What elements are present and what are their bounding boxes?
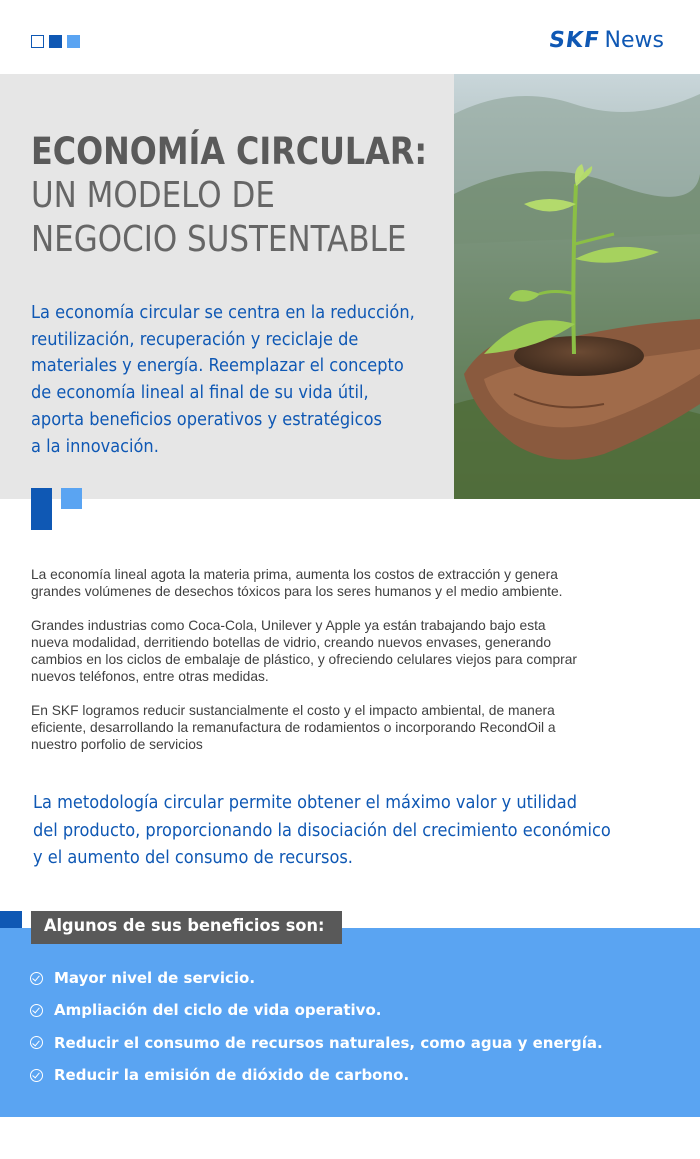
benefit-label: Mayor nivel de servicio. bbox=[54, 969, 256, 988]
accent-block-dark bbox=[31, 488, 52, 530]
article-body bbox=[31, 566, 671, 770]
body-paragraph bbox=[31, 566, 671, 600]
lead-line: La economía circular se centra en la reducción, bbox=[31, 302, 415, 323]
title-line-1: ECONOMÍA CIRCULAR: bbox=[31, 130, 428, 173]
check-circle-icon bbox=[30, 1004, 43, 1017]
lead-paragraph bbox=[31, 300, 418, 460]
title-line-2: UN MODELO DE bbox=[31, 175, 275, 216]
benefit-label: Reducir el consumo de recursos naturales, como agua y energía. bbox=[54, 1033, 603, 1052]
lead-line: de economía lineal al final de su vida útil, bbox=[31, 382, 369, 404]
body-paragraph bbox=[31, 702, 671, 753]
body-line: nuevos teléfonos, entre otras medidas. bbox=[31, 669, 269, 684]
benefits-heading: Algunos de sus beneficios son: bbox=[44, 916, 325, 936]
body-line: grandes volúmenes de desechos tóxicos para los seres humanos y el medio ambiente. bbox=[31, 584, 563, 599]
benefit-label: Reducir la emisión de dióxido de carbono. bbox=[54, 1066, 410, 1085]
lead-line: materiales y energía. Reemplazar el concepto bbox=[31, 355, 404, 377]
title-line-3: NEGOCIO SUSTENTABLE bbox=[31, 219, 407, 260]
body-line: cambios en los ciclos de embalaje de plástico, y ofreciendo celulares viejos para comprar bbox=[31, 652, 578, 667]
highlight-quote bbox=[33, 789, 618, 872]
check-circle-icon bbox=[30, 972, 43, 985]
page-title bbox=[31, 130, 441, 262]
skf-news-logo bbox=[546, 28, 664, 53]
seedling-in-hands-photo bbox=[454, 74, 700, 499]
body-paragraph bbox=[31, 617, 671, 685]
seedling-photo-illustration bbox=[454, 74, 700, 499]
benefit-item bbox=[30, 1027, 603, 1059]
brand-suffix: News bbox=[604, 28, 664, 53]
benefit-label: Ampliación del ciclo de vida operativo. bbox=[54, 1001, 382, 1020]
quote-line: y el aumento del consumo de recursos. bbox=[33, 847, 353, 868]
body-line: La economía lineal agota la materia prima, aumenta los costos de extracción y genera bbox=[31, 567, 558, 582]
lead-line: a la innovación. bbox=[31, 435, 159, 457]
square-light-icon bbox=[67, 35, 80, 48]
body-line: nuestro porfolio de servicios bbox=[31, 737, 203, 752]
accent-block-light bbox=[61, 488, 82, 509]
quote-line: del producto, proporcionando la disociación del crecimiento económico bbox=[33, 819, 611, 841]
lead-line: reutilización, recuperación y reciclaje de bbox=[31, 328, 359, 350]
check-circle-icon bbox=[30, 1069, 43, 1082]
brand-squares bbox=[31, 35, 80, 48]
benefit-item bbox=[30, 994, 603, 1026]
benefits-list bbox=[30, 962, 603, 1091]
square-outline-icon bbox=[31, 35, 44, 48]
body-line: nueva modalidad, derritiendo botellas de vidrio, creando nuevos envases, generando bbox=[31, 635, 552, 650]
lead-line: aporta beneficios operativos y estratégicos bbox=[31, 408, 382, 430]
body-line: Grandes industrias como Coca-Cola, Unilever y Apple ya están trabajando bajo esta bbox=[31, 618, 546, 633]
body-line: En SKF logramos reducir sustancialmente el costo y el impacto ambiental, de manera bbox=[31, 703, 555, 718]
benefit-item bbox=[30, 962, 603, 994]
check-circle-icon bbox=[30, 1036, 43, 1049]
brand-name: SKF bbox=[546, 28, 602, 53]
quote-line: La metodología circular permite obtener el máximo valor y utilidad bbox=[33, 792, 577, 813]
square-dark-icon bbox=[49, 35, 62, 48]
body-line: eficiente, desarrollando la remanufactura de rodamientos o incorporando RecondOil a bbox=[31, 720, 556, 735]
benefit-item bbox=[30, 1059, 603, 1091]
